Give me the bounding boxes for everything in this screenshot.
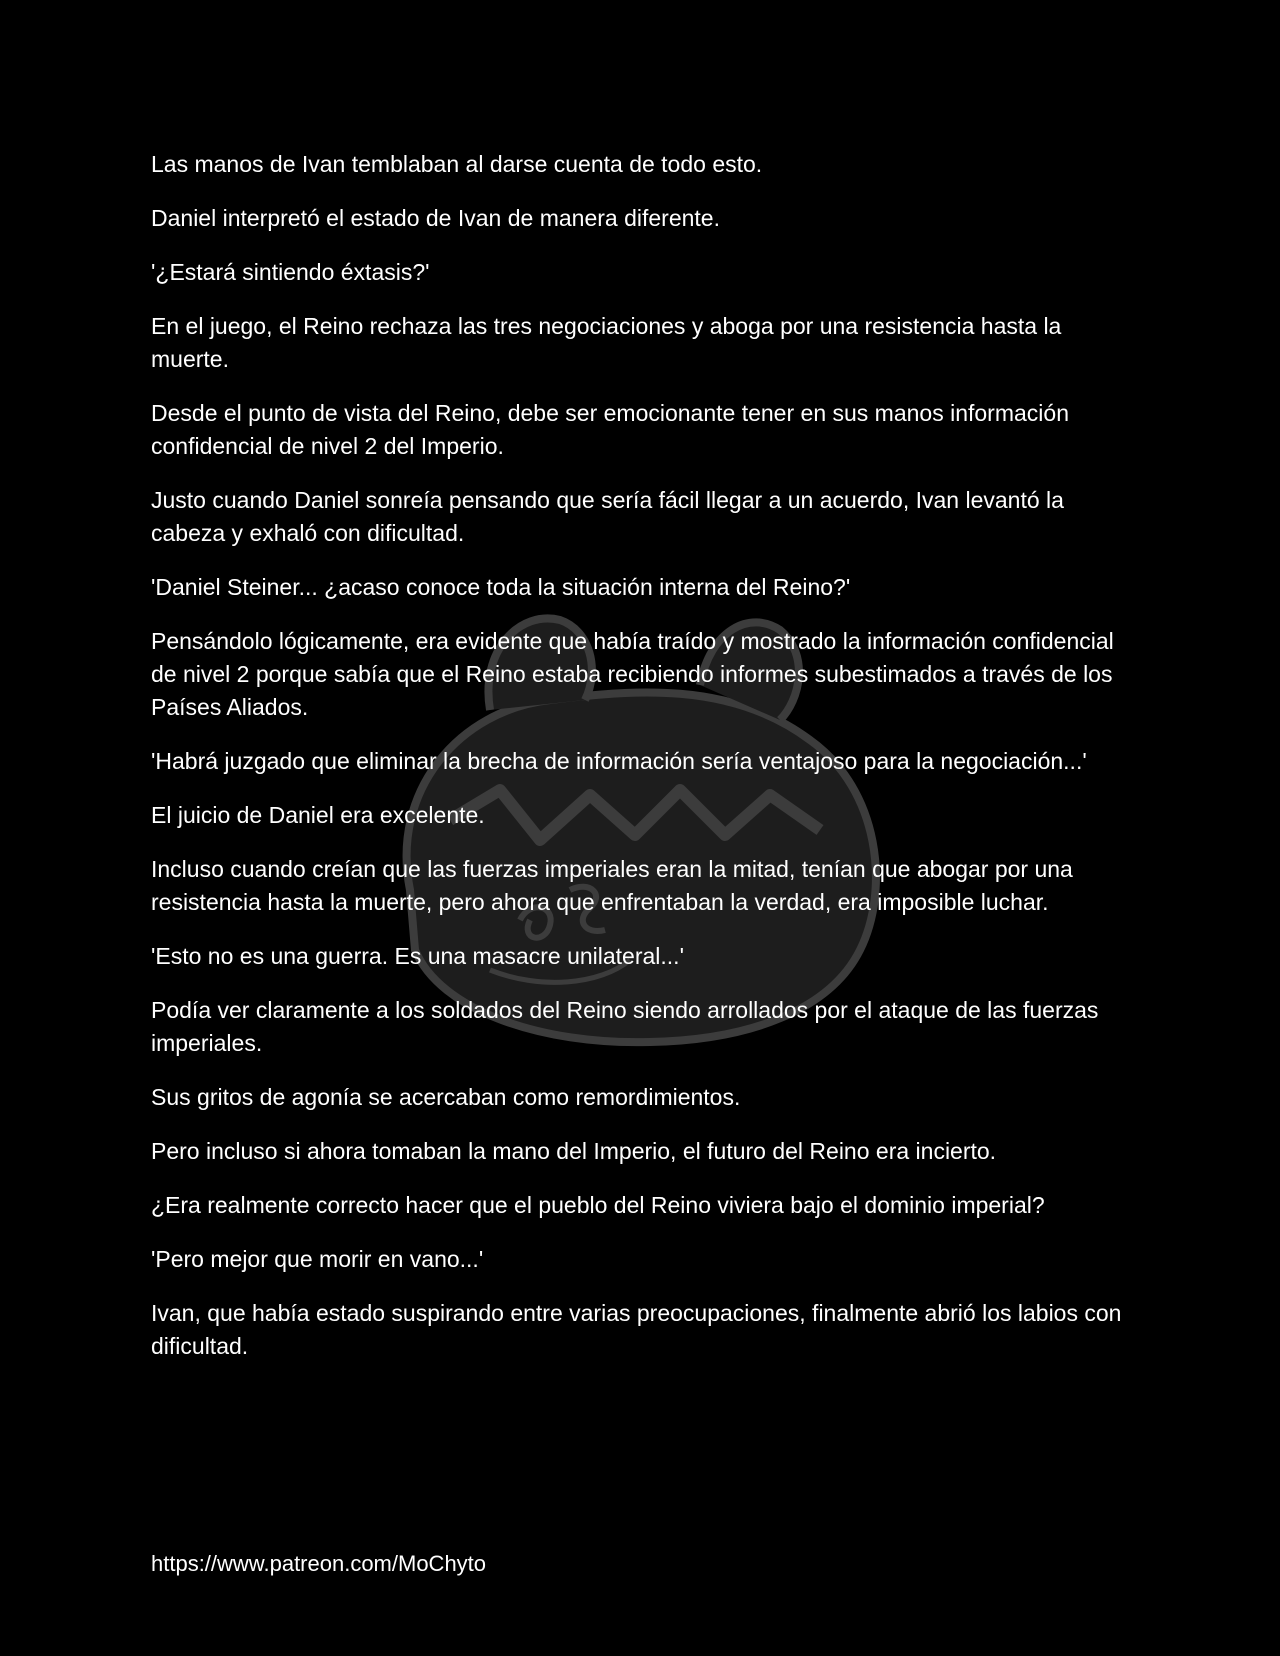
- paragraph: Desde el punto de vista del Reino, debe ser emocionante tener en sus manos información confidencial de nivel 2 del Imperio.: [151, 400, 1069, 459]
- paragraph: En el juego, el Reino rechaza las tres negociaciones y aboga por una resistencia hasta la muerte.: [151, 313, 1062, 372]
- paragraph: Podía ver claramente a los soldados del Reino siendo arrollados por el ataque de las fuerzas imperiales.: [151, 997, 1099, 1056]
- paragraph: 'Pero mejor que morir en vano...': [151, 1246, 484, 1272]
- paragraph: Daniel interpretó el estado de Ivan de manera diferente.: [151, 205, 720, 231]
- paragraph: Sus gritos de agonía se acercaban como remordimientos.: [151, 1084, 741, 1110]
- paragraph: 'Esto no es una guerra. Es una masacre unilateral...': [151, 943, 684, 969]
- chapter-text: [151, 148, 1141, 1384]
- paragraph: Pensándolo lógicamente, era evidente que había traído y mostrado la información confidencial de nivel 2 porque sabía que el Reino estaba recibiendo informes subestimados a través de los Países Aliados.: [151, 628, 1114, 720]
- paragraph: ¿Era realmente correcto hacer que el pueblo del Reino viviera bajo el dominio imperial?: [151, 1192, 1045, 1218]
- patreon-link[interactable]: https://www.patreon.com/MoChyto: [151, 1551, 487, 1576]
- paragraph: Incluso cuando creían que las fuerzas imperiales eran la mitad, tenían que abogar por una resistencia hasta la muerte, pero ahora que enfrentaban la verdad, era imposible luchar.: [151, 856, 1073, 915]
- paragraph: 'Habrá juzgado que eliminar la brecha de información sería ventajoso para la negociación...': [151, 748, 1087, 774]
- paragraph: 'Daniel Steiner... ¿acaso conoce toda la situación interna del Reino?': [151, 574, 851, 600]
- paragraph: El juicio de Daniel era excelente.: [151, 802, 485, 828]
- paragraph: Justo cuando Daniel sonreía pensando que sería fácil llegar a un acuerdo, Ivan levantó la cabeza y exhaló con dificultad.: [151, 487, 1064, 546]
- paragraph: Ivan, que había estado suspirando entre varias preocupaciones, finalmente abrió los labios con dificultad.: [151, 1300, 1122, 1359]
- paragraph: '¿Estará sintiendo éxtasis?': [151, 259, 430, 285]
- paragraph: Pero incluso si ahora tomaban la mano del Imperio, el futuro del Reino era incierto.: [151, 1138, 997, 1164]
- paragraph: Las manos de Ivan temblaban al darse cuenta de todo esto.: [151, 151, 763, 177]
